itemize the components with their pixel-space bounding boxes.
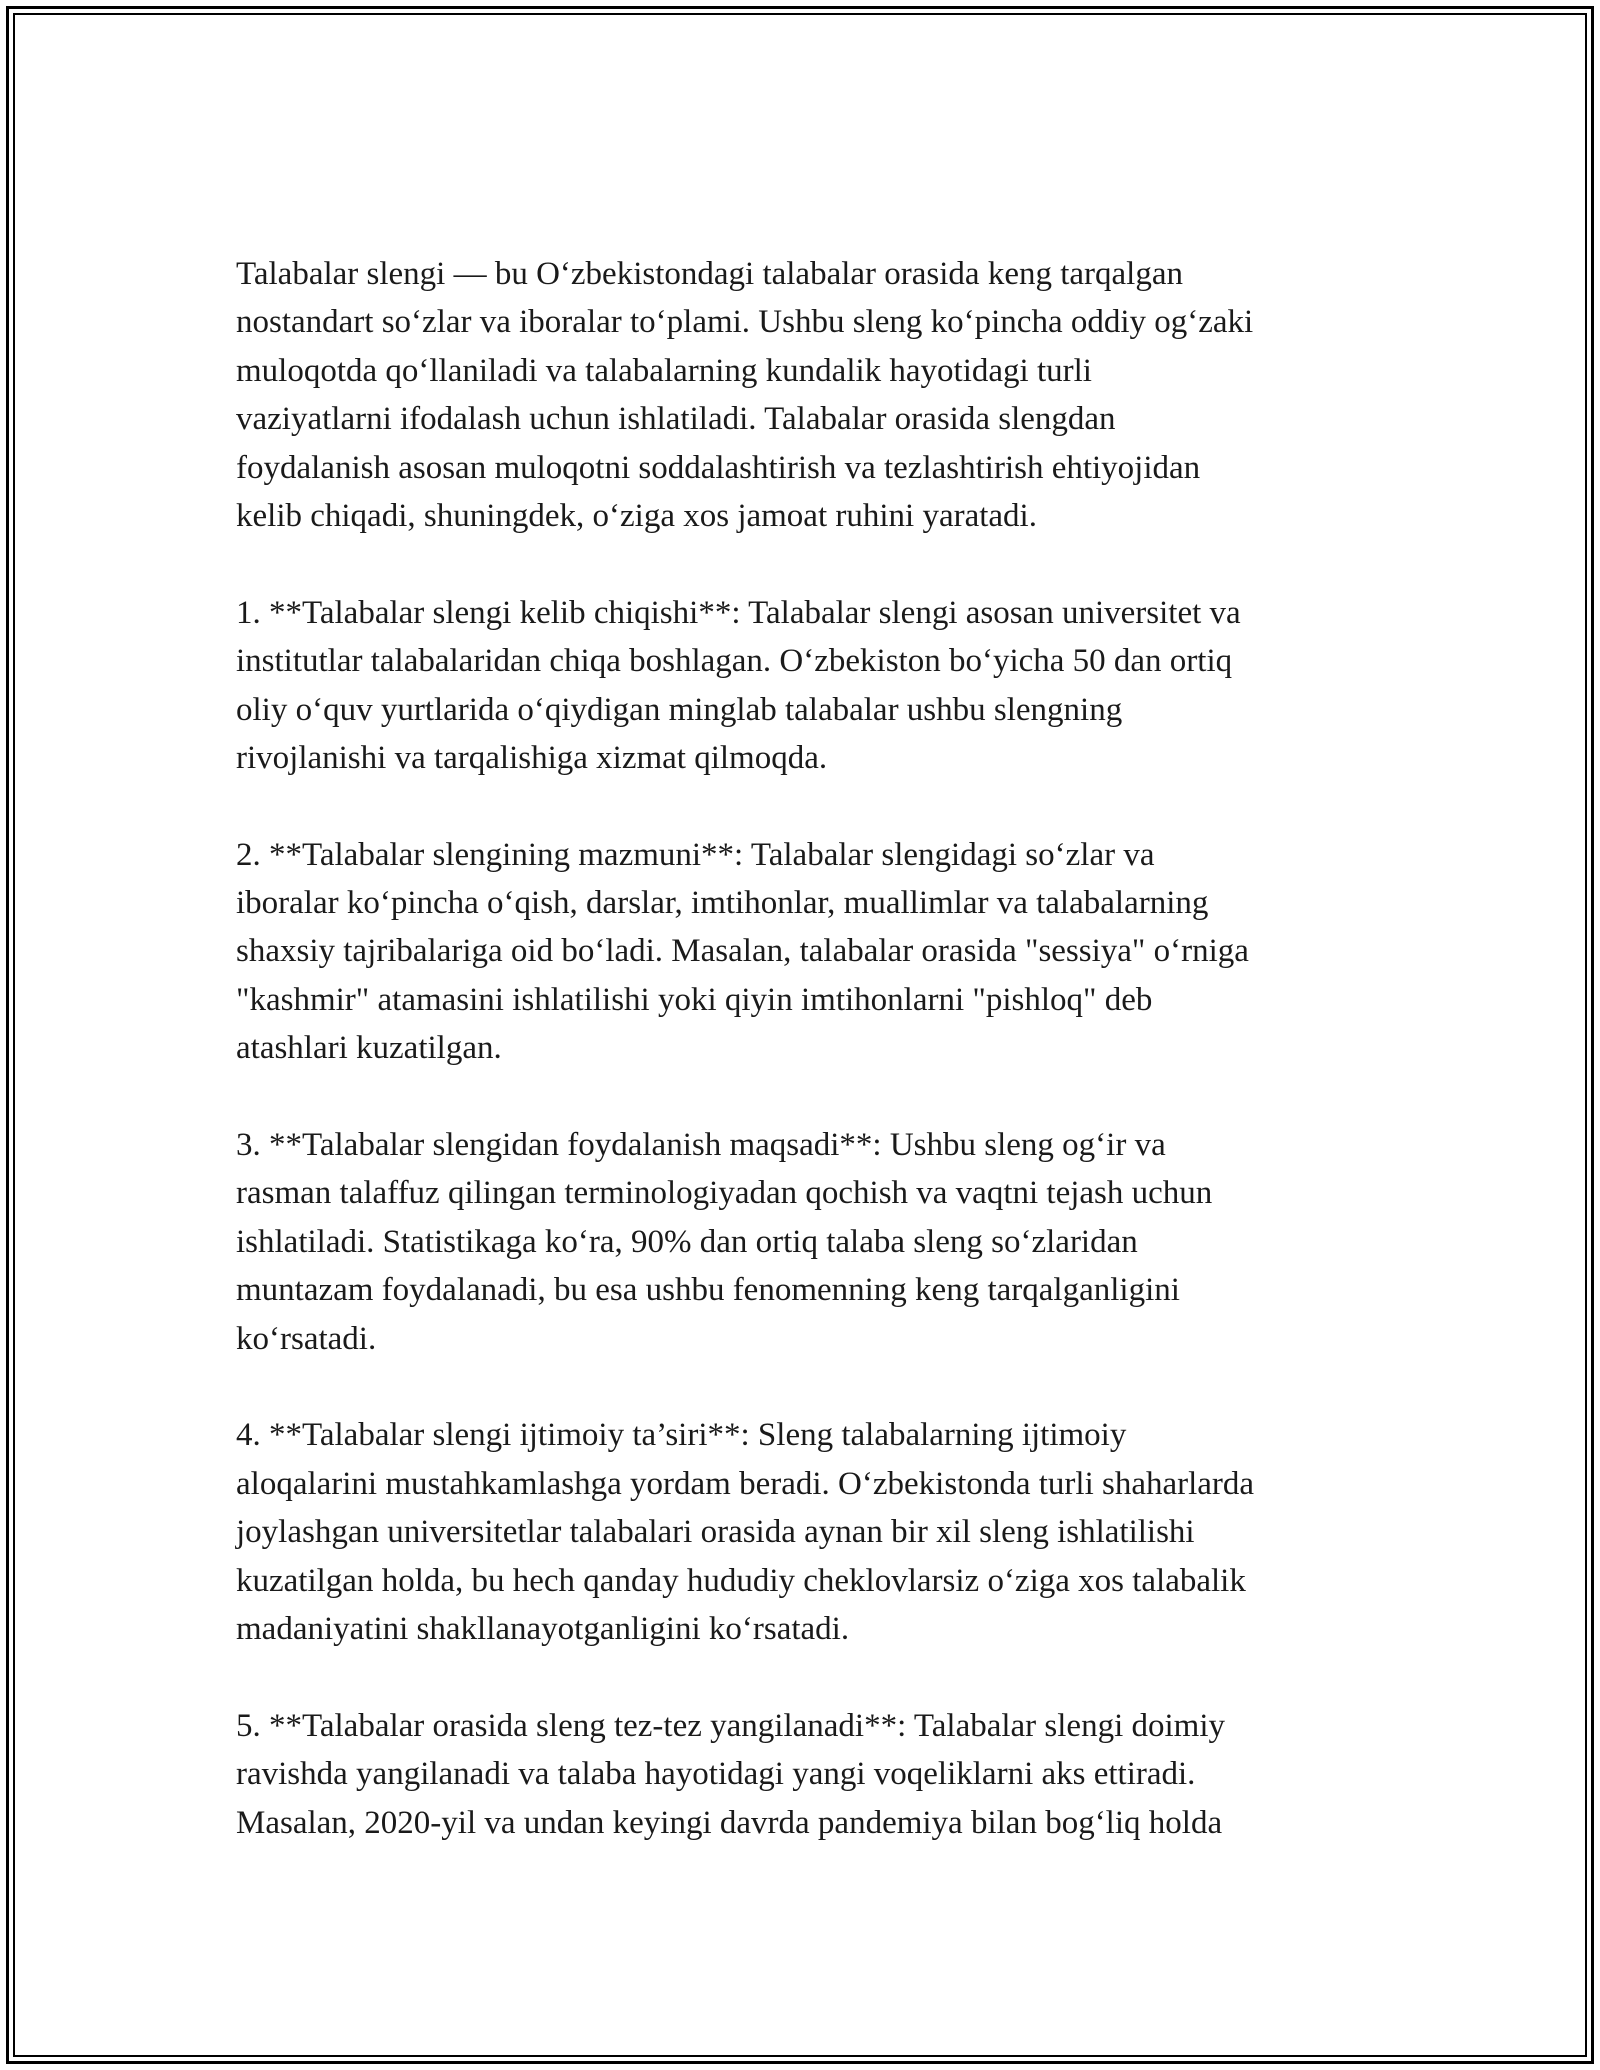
paragraph-line: vaziyatlarni ifodalash uchun ishlatiladi. Talabalar orasida slengdan: [236, 401, 1116, 438]
paragraph-gap: [236, 1653, 1396, 1701]
paragraph-gap: [236, 782, 1396, 830]
paragraph-line: atashlari kuzatilgan.: [236, 1030, 502, 1067]
point-2-paragraph: [236, 831, 1396, 1073]
paragraph-line: muloqotda qo‘llaniladi va talabalarning kundalik hayotidagi turli: [236, 352, 1092, 389]
paragraph-line: ravishda yangilanadi va talaba hayotidagi yangi voqeliklarni aks ettiradi.: [236, 1756, 1196, 1793]
intro-paragraph: [236, 250, 1396, 540]
paragraph-line: Talabalar slengi — bu O‘zbekistondagi talabalar orasida keng tarqalgan: [236, 256, 1183, 292]
point-4-paragraph: [236, 1411, 1396, 1653]
paragraph-line: madaniyatini shakllanayotganligini ko‘rsatadi.: [236, 1610, 850, 1647]
paragraph-line: 3. **Talabalar slengidan foydalanish maqsadi**: Ushbu sleng og‘ir va: [236, 1127, 1166, 1164]
paragraph-line: shaxsiy tajribalariga oid bo‘ladi. Masalan, talabalar orasida "sessiya" o‘rniga: [236, 933, 1249, 970]
paragraph-line: iboralar ko‘pincha o‘qish, darslar, imtihonlar, muallimlar va talabalarning: [236, 885, 1209, 922]
paragraph-line: "kashmir" atamasini ishlatilishi yoki qiyin imtihonlarni "pishloq" deb: [236, 981, 1153, 1018]
paragraph-line: institutlar talabalaridan chiqa boshlagan. O‘zbekiston bo‘yicha 50 dan ortiq: [236, 643, 1233, 680]
paragraph-gap: [236, 540, 1396, 588]
paragraph-line: 2. **Talabalar slengining mazmuni**: Talabalar slengidagi so‘zlar va: [236, 836, 1155, 873]
point-3-paragraph: [236, 1121, 1396, 1363]
paragraph-gap: [236, 1073, 1396, 1121]
paragraph-line: Masalan, 2020-yil va undan keyingi davrda pandemiya bilan bog‘liq holda: [236, 1804, 1223, 1841]
paragraph-line: joylashgan universitetlar talabalari orasida aynan bir xil sleng ishlatilishi: [236, 1514, 1195, 1551]
document-body: [236, 250, 1396, 1847]
paragraph-gap: [236, 1363, 1396, 1411]
paragraph-line: oliy o‘quv yurtlarida o‘qiydigan minglab talabalar ushbu slengning: [236, 691, 1123, 728]
paragraph-line: rivojlanishi va tarqalishiga xizmat qilmoqda.: [236, 739, 828, 776]
paragraph-line: 5. **Talabalar orasida sleng tez-tez yangilanadi**: Talabalar slengi doimiy: [236, 1707, 1226, 1744]
point-1-paragraph: [236, 589, 1396, 783]
paragraph-line: rasman talaffuz qilingan terminologiyadan qochish va vaqtni tejash uchun: [236, 1175, 1213, 1212]
paragraph-line: ko‘rsatadi.: [236, 1320, 377, 1357]
paragraph-line: kelib chiqadi, shuningdek, o‘ziga xos jamoat ruhini yaratadi.: [236, 497, 1037, 534]
paragraph-line: 4. **Talabalar slengi ijtimoiy ta’siri**: Sleng talabalarning ijtimoiy: [236, 1417, 1127, 1454]
paragraph-line: foydalanish asosan muloqotni soddalashtirish va tezlashtirish ehtiyojidan: [236, 449, 1201, 486]
paragraph-line: ishlatiladi. Statistikaga ko‘ra, 90% dan ortiq talaba sleng so‘zlaridan: [236, 1223, 1138, 1260]
paragraph-line: kuzatilgan holda, bu hech qanday hududiy cheklovlarsiz o‘ziga xos talabalik: [236, 1562, 1246, 1599]
paragraph-line: aloqalarini mustahkamlashga yordam beradi. O‘zbekistonda turli shaharlarda: [236, 1465, 1255, 1502]
paragraph-line: 1. **Talabalar slengi kelib chiqishi**: Talabalar slengi asosan universitet va: [236, 594, 1241, 631]
paragraph-line: nostandart so‘zlar va iboralar to‘plami. Ushbu sleng ko‘pincha oddiy og‘zaki: [236, 304, 1254, 341]
paragraph-line: muntazam foydalanadi, bu esa ushbu fenomenning keng tarqalganligini: [236, 1272, 1180, 1309]
point-5-paragraph: [236, 1702, 1396, 1847]
